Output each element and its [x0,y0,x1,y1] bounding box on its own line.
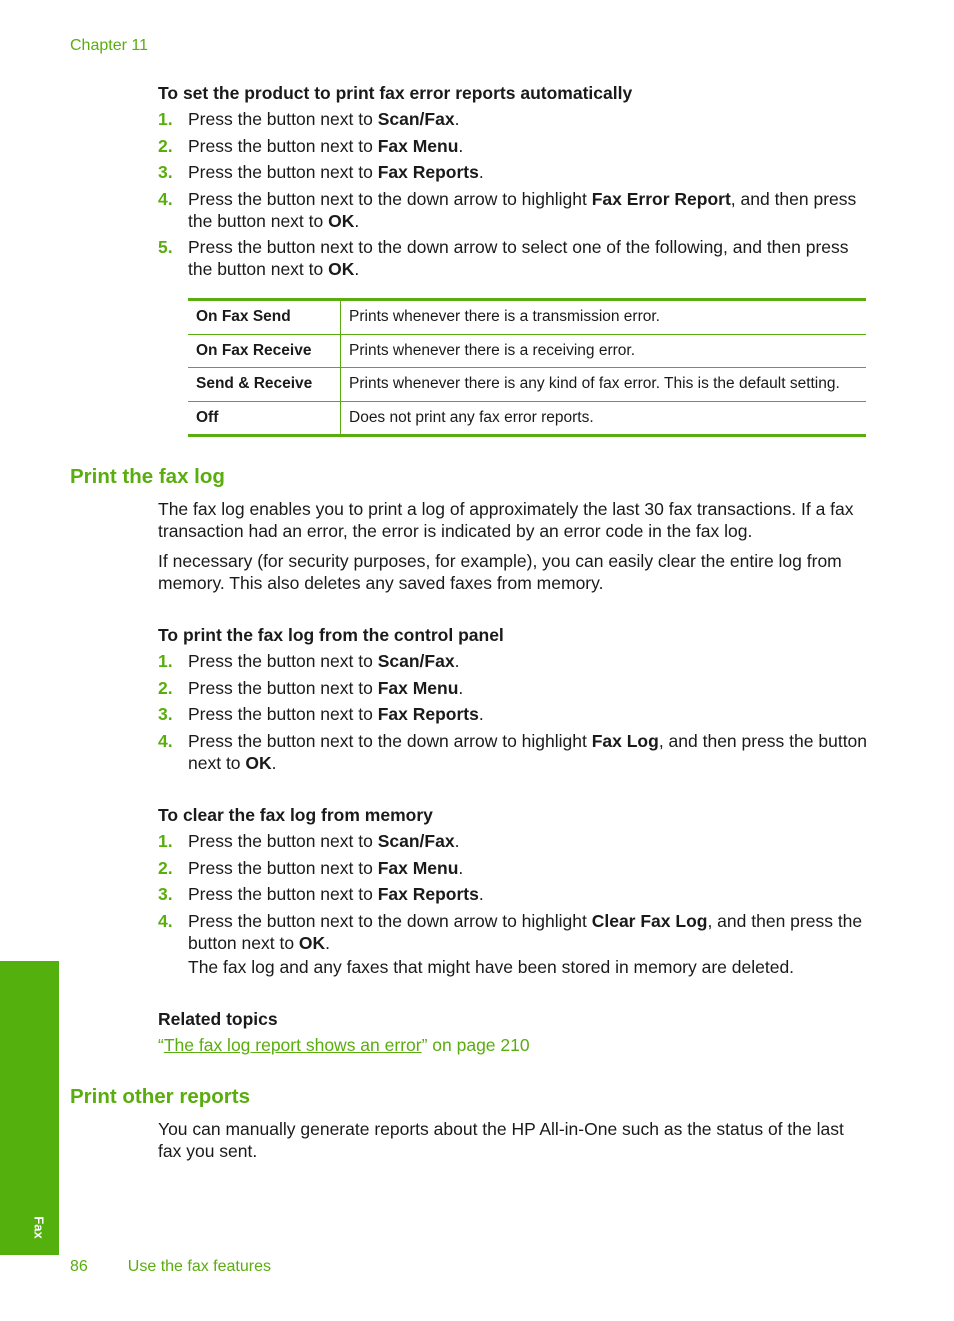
procedure-title: To clear the fax log from memory [158,805,433,825]
step-item: 4. Press the button next to the down arrow to highlight Fax Log, and then press the button next to OK. [158,730,868,773]
table-row [188,401,866,436]
step-item: 3. Press the button next to Fax Reports. [158,884,484,904]
option-name: On Fax Send [188,300,341,335]
option-description: Prints whenever there is a receiving error. [341,334,867,368]
section-heading-other-reports: Print other reports [70,1085,250,1108]
step-list [158,108,868,280]
step-item: 1. Press the button next to Scan/Fax. [158,109,460,129]
table-row [188,300,866,335]
step-item: 4. Press the button next to the down arrow to highlight Fax Error Report, and then press the button next to OK. [158,188,857,231]
paragraph: You can manually generate reports about the HP All-in-One such as the status of the last fax you sent. [158,1119,844,1161]
related-link[interactable]: “The fax log report shows an error” on page 210 [158,1035,530,1055]
step-item: 3. Press the button next to Fax Reports. [158,162,484,182]
option-description: Prints whenever there is any kind of fax error. This is the default setting. [341,368,867,402]
step-item: 4. Press the button next to the down arrow to highlight Clear Fax Log, and then press the button next to OK. The fax log and any faxes that might have been stored in memory are deleted. [158,910,868,978]
related-topics [158,1008,868,1056]
table-row [188,368,866,402]
footer-title: Use the fax features [127,1258,271,1275]
option-name: Send & Receive [188,368,341,402]
related-topics-title: Related topics [158,1009,278,1029]
procedure-title: To set the product to print fax error reports automatically [158,83,633,103]
paragraph: If necessary (for security purposes, for example), you can easily clear the entire log from memory. This also deletes any saved faxes from memory. [158,551,842,593]
option-description: Prints whenever there is a transmission error. [341,300,867,335]
chapter-side-tab [0,961,59,1255]
paragraph: The fax log enables you to print a log of approximately the last 30 fax transactions. If a fax transaction had an error, the error is indicated by an error code in the fax log. [158,499,854,541]
other-reports-body [158,1118,868,1170]
procedure-clear-fax-log [158,804,868,982]
fax-log-body [158,498,868,602]
step-note: The fax log and any faxes that might have been stored in memory are deleted. [188,956,795,977]
section-heading-fax-log: Print the fax log [70,465,225,488]
step-item: 2. Press the button next to Fax Menu. [158,677,464,698]
step-item: 3. Press the button next to Fax Reports. [158,704,484,724]
step-item: 5. Press the button next to the down arrow to select one of the following, and then press the button next to OK. [158,237,849,279]
option-name: On Fax Receive [188,334,341,368]
option-description: Does not print any fax error reports. [349,408,594,426]
step-list [158,830,868,978]
procedure-print-fax-log [158,624,868,778]
step-item: 2. Press the button next to Fax Menu. [158,857,464,878]
procedure-auto-error-report [158,82,868,285]
step-list [158,650,868,774]
step-item: 1. Press the button next to Scan/Fax. [158,831,460,851]
option-name: Off [188,401,341,436]
side-tab-label: Fax [31,1215,47,1239]
related-link-text[interactable]: The fax log report shows an error [163,1035,422,1055]
procedure-title: To print the fax log from the control panel [158,625,504,645]
step-item: 2. Press the button next to Fax Menu. [158,135,464,156]
page-footer [70,1258,271,1276]
page-number: 86 [70,1258,88,1275]
table-row [188,334,866,368]
chapter-label: Chapter 11 [70,37,148,54]
step-item: 1. Press the button next to Scan/Fax. [158,651,460,671]
fax-error-options-table [188,298,866,437]
